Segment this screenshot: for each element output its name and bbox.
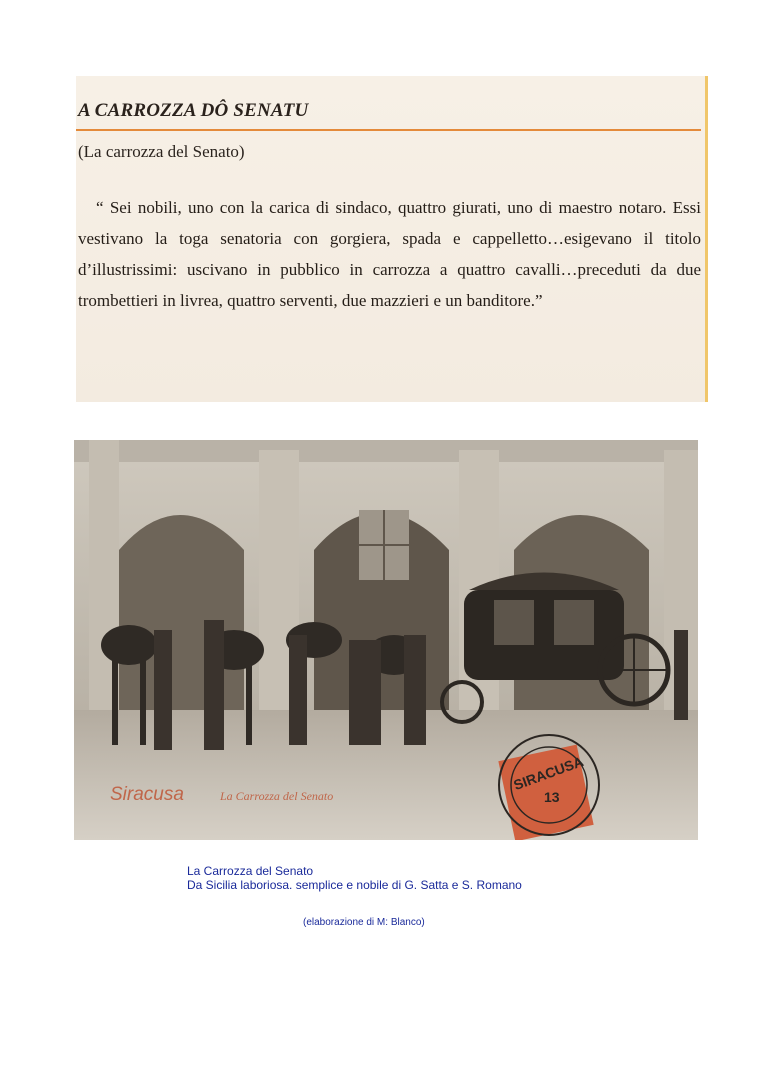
scanned-text-panel <box>76 76 708 402</box>
caption-line-title: La Carrozza del Senato <box>187 864 314 878</box>
postcard-photo <box>74 440 698 840</box>
photo-caption <box>187 864 522 892</box>
postmark-number: 13 <box>544 789 560 805</box>
page-subheading: (La carrozza del Senato) <box>78 142 245 161</box>
caption-line-source: Da Sicilia laboriosa. semplice e nobile di G. Satta e S. Romano <box>187 878 522 892</box>
page-heading: A CARROZZA DÔ SENATU <box>78 100 309 121</box>
heading-rule <box>76 129 701 131</box>
postcard-title-label: La Carrozza del Senato <box>220 789 334 803</box>
elaboration-credit: (elaborazione di M: Blanco) <box>303 917 425 928</box>
postmark-text: SIRACUSA <box>511 753 586 794</box>
postcard-city-label: Siracusa <box>110 784 184 805</box>
quote-paragraph: “ Sei nobili, uno con la carica di sindaco, quattro giurati, uno di maestro notaro. Essi vestivano la toga senatoria con gorgiera, spada e cappelletto…esigevano il titolo d’illustrissimi: uscivano in pubblico in carrozza a quattro cavalli…preceduti da due trombettieri in livrea, quattro serventi, due mazzieri e un banditore.” <box>78 198 701 310</box>
page-edge-stripe <box>705 76 708 402</box>
postcard-illustration <box>74 440 698 840</box>
